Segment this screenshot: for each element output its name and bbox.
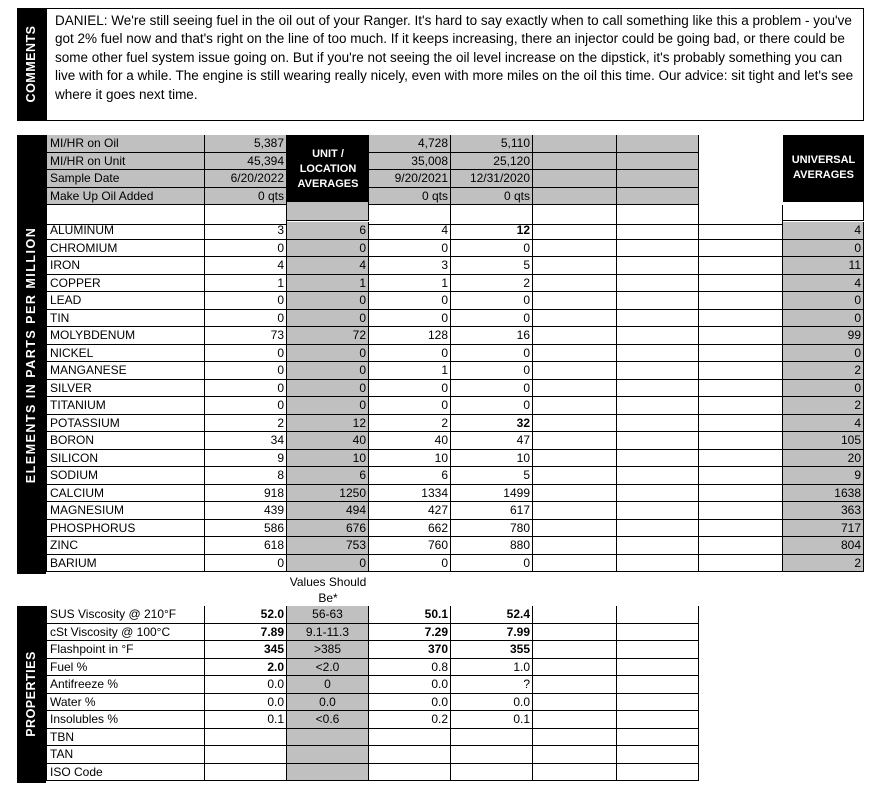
element-empty xyxy=(699,432,783,450)
element-universal-value: 2 xyxy=(783,362,864,380)
element-name: NICKEL xyxy=(46,345,205,363)
universal-averages-header xyxy=(783,135,864,202)
element-value xyxy=(617,345,699,363)
element-value xyxy=(533,555,617,573)
element-empty xyxy=(699,502,783,520)
element-value xyxy=(533,310,617,328)
element-value xyxy=(617,520,699,538)
element-value: 0 xyxy=(287,292,369,310)
comments-section-label-bar xyxy=(17,8,46,121)
property-value xyxy=(617,659,699,677)
element-value: 32 xyxy=(451,415,533,433)
spacer-cell xyxy=(287,202,369,221)
property-value xyxy=(369,746,451,764)
element-value: 10 xyxy=(369,450,451,468)
element-value: 10 xyxy=(287,450,369,468)
element-universal-value: 804 xyxy=(783,537,864,555)
property-value xyxy=(205,746,287,764)
element-value: 1499 xyxy=(451,485,533,503)
element-name: PHOSPHORUS xyxy=(46,520,205,538)
element-value: 918 xyxy=(205,485,287,503)
property-name: cSt Viscosity @ 100°C xyxy=(46,624,205,642)
element-name: MAGNESIUM xyxy=(46,502,205,520)
element-universal-value: 363 xyxy=(783,502,864,520)
element-universal-value: 1638 xyxy=(783,485,864,503)
element-value: 0 xyxy=(205,345,287,363)
element-value: 0 xyxy=(205,397,287,415)
property-value xyxy=(451,746,533,764)
element-universal-value: 99 xyxy=(783,327,864,345)
property-name: TBN xyxy=(46,729,205,747)
property-value xyxy=(205,764,287,782)
element-universal-value: 4 xyxy=(783,415,864,433)
element-name: LEAD xyxy=(46,292,205,310)
element-value: 0 xyxy=(287,397,369,415)
element-value: 4 xyxy=(205,257,287,275)
element-value: 0 xyxy=(369,310,451,328)
property-name: SUS Viscosity @ 210°F xyxy=(46,606,205,624)
element-empty xyxy=(699,362,783,380)
sample-info-value xyxy=(617,170,699,188)
element-value: 3 xyxy=(369,257,451,275)
element-value xyxy=(617,555,699,573)
element-value xyxy=(617,450,699,468)
property-value: <2.0 xyxy=(287,659,369,677)
comments-label: COMMENTS xyxy=(24,25,38,103)
property-value xyxy=(205,729,287,747)
element-value xyxy=(617,397,699,415)
element-value xyxy=(617,362,699,380)
element-value: 10 xyxy=(451,450,533,468)
element-value xyxy=(533,380,617,398)
element-name: ALUMINUM xyxy=(46,222,205,240)
universal-averages-text: UNIVERSAL AVERAGES xyxy=(791,154,856,181)
element-value: 40 xyxy=(287,432,369,450)
element-empty xyxy=(699,485,783,503)
property-name: Flashpoint in °F xyxy=(46,641,205,659)
element-value: 128 xyxy=(369,327,451,345)
property-value: 0.0 xyxy=(369,676,451,694)
element-empty xyxy=(699,380,783,398)
element-universal-value: 11 xyxy=(783,257,864,275)
element-value: 73 xyxy=(205,327,287,345)
values-should-be-text: Values Should Be* xyxy=(289,575,367,605)
element-value xyxy=(617,415,699,433)
property-value xyxy=(617,694,699,712)
element-value: 880 xyxy=(451,537,533,555)
element-value: 1 xyxy=(287,275,369,293)
element-value: 0 xyxy=(287,380,369,398)
element-value xyxy=(533,222,617,240)
element-value: 72 xyxy=(287,327,369,345)
sample-info-value: 5,110 xyxy=(451,135,533,153)
element-value: 0 xyxy=(451,397,533,415)
element-name: CHROMIUM xyxy=(46,240,205,258)
element-value xyxy=(533,485,617,503)
element-value: 0 xyxy=(287,555,369,573)
property-value xyxy=(533,764,617,782)
property-value: 7.99 xyxy=(451,624,533,642)
element-value: 1334 xyxy=(369,485,451,503)
element-empty xyxy=(699,450,783,468)
property-value: 0.1 xyxy=(205,711,287,729)
element-value: 617 xyxy=(451,502,533,520)
element-value: 586 xyxy=(205,520,287,538)
property-value xyxy=(533,641,617,659)
property-value: 355 xyxy=(451,641,533,659)
sample-info-value: 0 qts xyxy=(369,188,451,206)
element-value xyxy=(617,485,699,503)
element-value: 0 xyxy=(287,240,369,258)
property-value xyxy=(617,711,699,729)
property-value: 52.0 xyxy=(205,606,287,624)
element-name: IRON xyxy=(46,257,205,275)
element-universal-value: 717 xyxy=(783,520,864,538)
spacer-cell xyxy=(783,202,864,221)
element-value xyxy=(533,537,617,555)
element-value: 16 xyxy=(451,327,533,345)
properties-label: PROPERTIES xyxy=(24,651,38,737)
element-value: 6 xyxy=(287,222,369,240)
element-universal-value: 4 xyxy=(783,222,864,240)
property-name: ISO Code xyxy=(46,764,205,782)
element-value: 5 xyxy=(451,257,533,275)
element-value: 0 xyxy=(451,380,533,398)
element-value xyxy=(617,327,699,345)
element-value: 0 xyxy=(369,380,451,398)
element-value xyxy=(617,275,699,293)
property-value: 0.0 xyxy=(205,676,287,694)
property-name: Fuel % xyxy=(46,659,205,677)
element-value: 0 xyxy=(369,292,451,310)
property-value: 0.0 xyxy=(205,694,287,712)
element-value: 1 xyxy=(369,362,451,380)
property-value xyxy=(369,764,451,782)
element-name: MOLYBDENUM xyxy=(46,327,205,345)
element-value: 0 xyxy=(451,362,533,380)
element-value: 780 xyxy=(451,520,533,538)
property-value: 7.29 xyxy=(369,624,451,642)
element-empty xyxy=(699,240,783,258)
property-value: 0.0 xyxy=(451,694,533,712)
element-name: MANGANESE xyxy=(46,362,205,380)
element-value xyxy=(617,257,699,275)
element-name: SILICON xyxy=(46,450,205,468)
element-value: 1 xyxy=(205,275,287,293)
element-empty xyxy=(699,275,783,293)
element-value xyxy=(617,310,699,328)
element-universal-value: 9 xyxy=(783,467,864,485)
unit-location-averages-text: UNIT / LOCATION AVERAGES xyxy=(297,148,359,190)
element-empty xyxy=(699,292,783,310)
element-value xyxy=(617,432,699,450)
property-value: 2.0 xyxy=(205,659,287,677)
property-value: <0.6 xyxy=(287,711,369,729)
element-value xyxy=(617,467,699,485)
element-value xyxy=(617,502,699,520)
property-value: 7.89 xyxy=(205,624,287,642)
element-value: 0 xyxy=(451,345,533,363)
element-value xyxy=(617,240,699,258)
element-empty xyxy=(699,345,783,363)
element-value xyxy=(533,275,617,293)
element-value: 0 xyxy=(369,240,451,258)
element-name: ZINC xyxy=(46,537,205,555)
element-value: 4 xyxy=(369,222,451,240)
element-value xyxy=(533,257,617,275)
property-value xyxy=(617,676,699,694)
element-value: 0 xyxy=(369,555,451,573)
element-value: 2 xyxy=(205,415,287,433)
comments-box xyxy=(46,8,864,121)
element-empty xyxy=(699,520,783,538)
element-value xyxy=(533,362,617,380)
property-value: >385 xyxy=(287,641,369,659)
element-value: 6 xyxy=(287,467,369,485)
property-value xyxy=(617,746,699,764)
element-value: 47 xyxy=(451,432,533,450)
property-value xyxy=(533,676,617,694)
element-value xyxy=(617,292,699,310)
element-value: 1 xyxy=(369,275,451,293)
element-value: 618 xyxy=(205,537,287,555)
element-value: 662 xyxy=(369,520,451,538)
property-value xyxy=(533,711,617,729)
property-name: Water % xyxy=(46,694,205,712)
element-universal-value: 0 xyxy=(783,345,864,363)
element-empty xyxy=(699,257,783,275)
comments-text: DANIEL: We're still seeing fuel in the oil out of your Ranger. It's hard to say exactly when to call something like this a problem - you've got 2% fuel now and that's right on the line of too much. If it keeps increasing, there an injector could be going bad, or there could be some other fuel system issue going on. But if you're not seeing the oil level increase on the dipstick, it's probably something you can live with for a while. The engine is still wearing really nicely, even with more miles on the oil this time. Our advice: sit tight and let's see where it goes next time. xyxy=(55,13,854,102)
property-value xyxy=(533,729,617,747)
element-value xyxy=(533,292,617,310)
element-value: 5 xyxy=(451,467,533,485)
element-value: 6 xyxy=(369,467,451,485)
property-value: 52.4 xyxy=(451,606,533,624)
property-value xyxy=(287,746,369,764)
element-value: 0 xyxy=(205,555,287,573)
element-universal-value: 0 xyxy=(783,310,864,328)
element-value: 2 xyxy=(451,275,533,293)
element-universal-value: 4 xyxy=(783,275,864,293)
property-value xyxy=(533,659,617,677)
element-name: CALCIUM xyxy=(46,485,205,503)
property-value xyxy=(617,764,699,782)
property-value xyxy=(617,624,699,642)
property-name: Antifreeze % xyxy=(46,676,205,694)
element-name: BARIUM xyxy=(46,555,205,573)
property-value: 0.8 xyxy=(369,659,451,677)
element-value: 40 xyxy=(369,432,451,450)
property-value xyxy=(451,764,533,782)
property-value: 9.1-11.3 xyxy=(287,624,369,642)
element-value: 4 xyxy=(287,257,369,275)
property-value: ? xyxy=(451,676,533,694)
sample-info-value: 45,394 xyxy=(205,153,287,171)
property-value: 0.0 xyxy=(369,694,451,712)
values-should-be-note xyxy=(287,574,369,606)
property-name: Insolubles % xyxy=(46,711,205,729)
element-value: 0 xyxy=(205,292,287,310)
element-value: 0 xyxy=(287,310,369,328)
element-empty xyxy=(699,467,783,485)
element-empty xyxy=(699,310,783,328)
element-empty xyxy=(699,415,783,433)
property-value xyxy=(533,606,617,624)
property-value: 1.0 xyxy=(451,659,533,677)
element-universal-value: 0 xyxy=(783,292,864,310)
property-name: TAN xyxy=(46,746,205,764)
element-empty xyxy=(699,537,783,555)
property-value xyxy=(533,624,617,642)
property-value: 370 xyxy=(369,641,451,659)
property-value xyxy=(617,641,699,659)
element-universal-value: 0 xyxy=(783,380,864,398)
element-name: POTASSIUM xyxy=(46,415,205,433)
element-empty xyxy=(699,222,783,240)
element-name: TIN xyxy=(46,310,205,328)
element-value: 3 xyxy=(205,222,287,240)
elements-section-bar xyxy=(17,135,46,574)
element-value: 0 xyxy=(451,240,533,258)
element-value xyxy=(617,380,699,398)
sample-info-value xyxy=(617,153,699,171)
element-value: 753 xyxy=(287,537,369,555)
element-empty xyxy=(699,555,783,573)
sample-info-value xyxy=(533,188,617,206)
sample-info-value xyxy=(533,135,617,153)
unit-location-averages-header xyxy=(287,135,369,202)
element-value: 676 xyxy=(287,520,369,538)
element-value: 0 xyxy=(205,310,287,328)
property-value xyxy=(287,764,369,782)
property-value: 56-63 xyxy=(287,606,369,624)
element-value: 494 xyxy=(287,502,369,520)
element-value: 0 xyxy=(205,380,287,398)
sample-info-value: 6/20/2022 xyxy=(205,170,287,188)
element-value: 0 xyxy=(369,345,451,363)
element-universal-value: 2 xyxy=(783,397,864,415)
sample-info-label: MI/HR on Oil xyxy=(46,135,205,153)
element-value: 0 xyxy=(369,397,451,415)
property-value xyxy=(287,729,369,747)
element-universal-value: 105 xyxy=(783,432,864,450)
element-value xyxy=(533,467,617,485)
property-value: 0.1 xyxy=(451,711,533,729)
element-value: 12 xyxy=(451,222,533,240)
property-value: 50.1 xyxy=(369,606,451,624)
property-value xyxy=(451,729,533,747)
elements-label: ELEMENTS IN PARTS PER MILLION xyxy=(24,226,38,484)
element-value: 0 xyxy=(205,362,287,380)
element-value: 0 xyxy=(287,345,369,363)
property-value xyxy=(617,729,699,747)
element-value: 8 xyxy=(205,467,287,485)
element-universal-value: 20 xyxy=(783,450,864,468)
element-empty xyxy=(699,397,783,415)
sample-info-label: Make Up Oil Added xyxy=(46,188,205,206)
sample-info-value: 5,387 xyxy=(205,135,287,153)
element-universal-value: 0 xyxy=(783,240,864,258)
sample-info-label: MI/HR on Unit xyxy=(46,153,205,171)
sample-info-value xyxy=(533,170,617,188)
property-value xyxy=(533,694,617,712)
element-value: 439 xyxy=(205,502,287,520)
element-value xyxy=(533,240,617,258)
property-value: 0 xyxy=(287,676,369,694)
element-value: 0 xyxy=(287,362,369,380)
element-value xyxy=(533,432,617,450)
element-value xyxy=(533,415,617,433)
element-name: SODIUM xyxy=(46,467,205,485)
property-value xyxy=(533,746,617,764)
property-value: 345 xyxy=(205,641,287,659)
element-universal-value: 2 xyxy=(783,555,864,573)
sample-info-value: 0 qts xyxy=(451,188,533,206)
sample-info-value: 4,728 xyxy=(369,135,451,153)
element-name: BORON xyxy=(46,432,205,450)
sample-info-value xyxy=(617,135,699,153)
element-value: 2 xyxy=(369,415,451,433)
element-name: SILVER xyxy=(46,380,205,398)
element-value: 0 xyxy=(205,240,287,258)
property-value: 0.0 xyxy=(287,694,369,712)
element-value xyxy=(617,537,699,555)
element-value xyxy=(533,502,617,520)
element-value: 12 xyxy=(287,415,369,433)
element-value: 0 xyxy=(451,555,533,573)
sample-info-value: 9/20/2021 xyxy=(369,170,451,188)
element-value: 34 xyxy=(205,432,287,450)
element-name: TITANIUM xyxy=(46,397,205,415)
property-value xyxy=(617,606,699,624)
properties-section-bar xyxy=(17,606,46,783)
element-value: 9 xyxy=(205,450,287,468)
element-empty xyxy=(699,327,783,345)
element-value xyxy=(533,520,617,538)
element-value: 427 xyxy=(369,502,451,520)
element-value xyxy=(533,450,617,468)
element-value: 0 xyxy=(451,292,533,310)
element-name: COPPER xyxy=(46,275,205,293)
sample-info-value xyxy=(533,153,617,171)
property-value: 0.2 xyxy=(369,711,451,729)
sample-info-value: 12/31/2020 xyxy=(451,170,533,188)
sample-info-value: 25,120 xyxy=(451,153,533,171)
element-value: 0 xyxy=(451,310,533,328)
sample-info-value xyxy=(617,188,699,206)
element-value: 760 xyxy=(369,537,451,555)
sample-info-value: 0 qts xyxy=(205,188,287,206)
element-value xyxy=(533,345,617,363)
element-value xyxy=(533,327,617,345)
sample-info-value: 35,008 xyxy=(369,153,451,171)
element-value xyxy=(533,397,617,415)
element-value: 1250 xyxy=(287,485,369,503)
element-value xyxy=(617,222,699,240)
sample-info-label: Sample Date xyxy=(46,170,205,188)
property-value xyxy=(369,729,451,747)
